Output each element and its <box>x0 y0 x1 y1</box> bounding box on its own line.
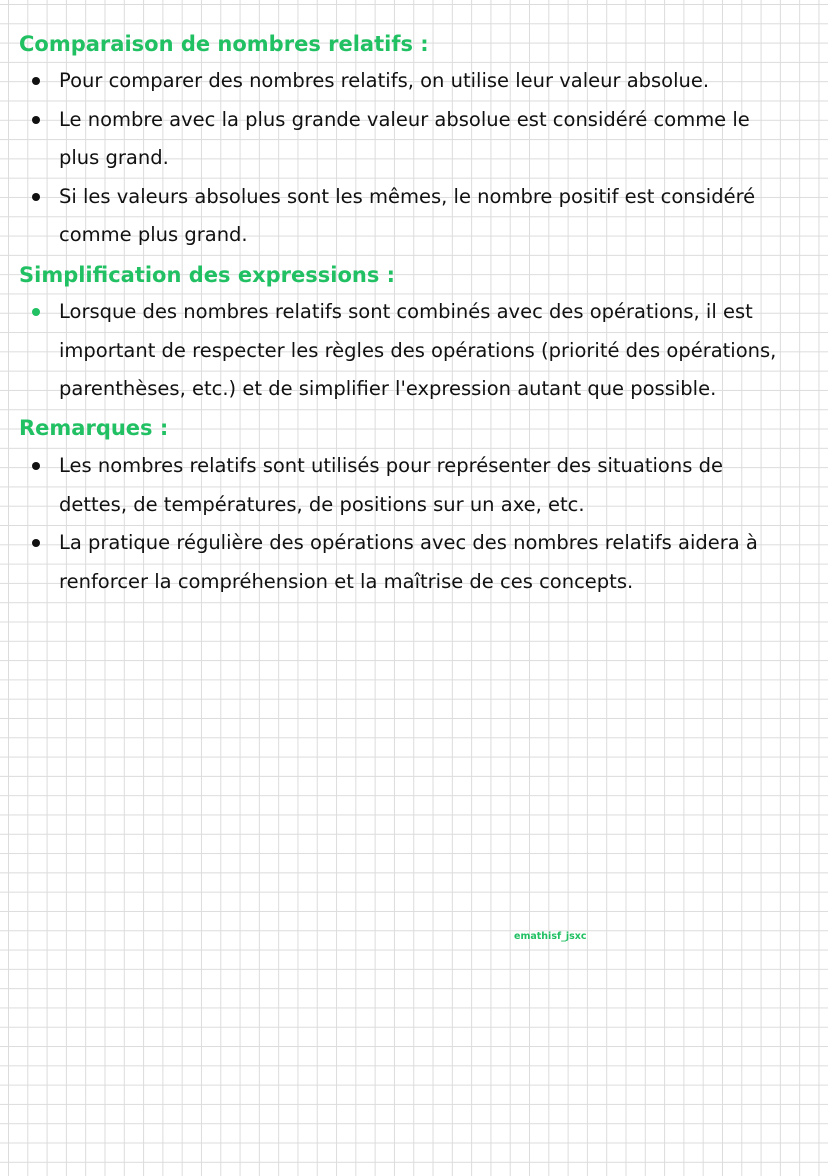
bullet-dot-icon <box>32 193 40 201</box>
list-item-line: comme plus grand. <box>59 223 248 246</box>
list-item <box>0 62 828 101</box>
author-watermark: emathisf_jsxc <box>514 931 587 942</box>
section-heading-remarques: Remarques : <box>19 416 169 440</box>
bullet-list-comparaison <box>0 62 828 255</box>
list-item-line: plus grand. <box>59 146 169 169</box>
list-item-line: Lorsque des nombres relatifs sont combinés avec des opérations, il est <box>59 300 753 323</box>
bullet-dot-icon <box>32 116 40 124</box>
list-item <box>0 524 828 601</box>
list-item-line: important de respecter les règles des opérations (priorité des opérations, <box>59 338 777 362</box>
bullet-dot-icon <box>32 462 40 470</box>
section-heading-simplification: Simplification des expressions : <box>19 263 396 287</box>
list-item-line: La pratique régulière des opérations avec des nombres relatifs aidera à <box>59 531 758 554</box>
list-item-line: Les nombres relatifs sont utilisés pour représenter des situations de <box>59 454 723 477</box>
list-item-line: renforcer la compréhension et la maîtrise de ces concepts. <box>59 569 634 593</box>
list-item <box>0 293 828 409</box>
list-item-line: Le nombre avec la plus grande valeur absolue est considéré comme le <box>59 107 750 131</box>
bullet-dot-icon <box>32 308 40 316</box>
list-item-line: Pour comparer des nombres relatifs, on utilise leur valeur absolue. <box>59 69 710 92</box>
section-heading-comparaison: Comparaison de nombres relatifs : <box>19 32 429 56</box>
bullet-dot-icon <box>32 77 40 85</box>
bullet-list-remarques <box>0 447 828 601</box>
list-item-line: parenthèses, etc.) et de simplifier l'expression autant que possible. <box>59 377 717 400</box>
bullet-list-simplification <box>0 293 828 409</box>
list-item-line: Si les valeurs absolues sont les mêmes, le nombre positif est considéré <box>59 184 756 208</box>
bullet-dot-icon <box>32 539 40 547</box>
list-item-line: dettes, de températures, de positions sur un axe, etc. <box>59 492 585 516</box>
list-item <box>0 178 828 255</box>
list-item <box>0 447 828 524</box>
list-item <box>0 101 828 178</box>
